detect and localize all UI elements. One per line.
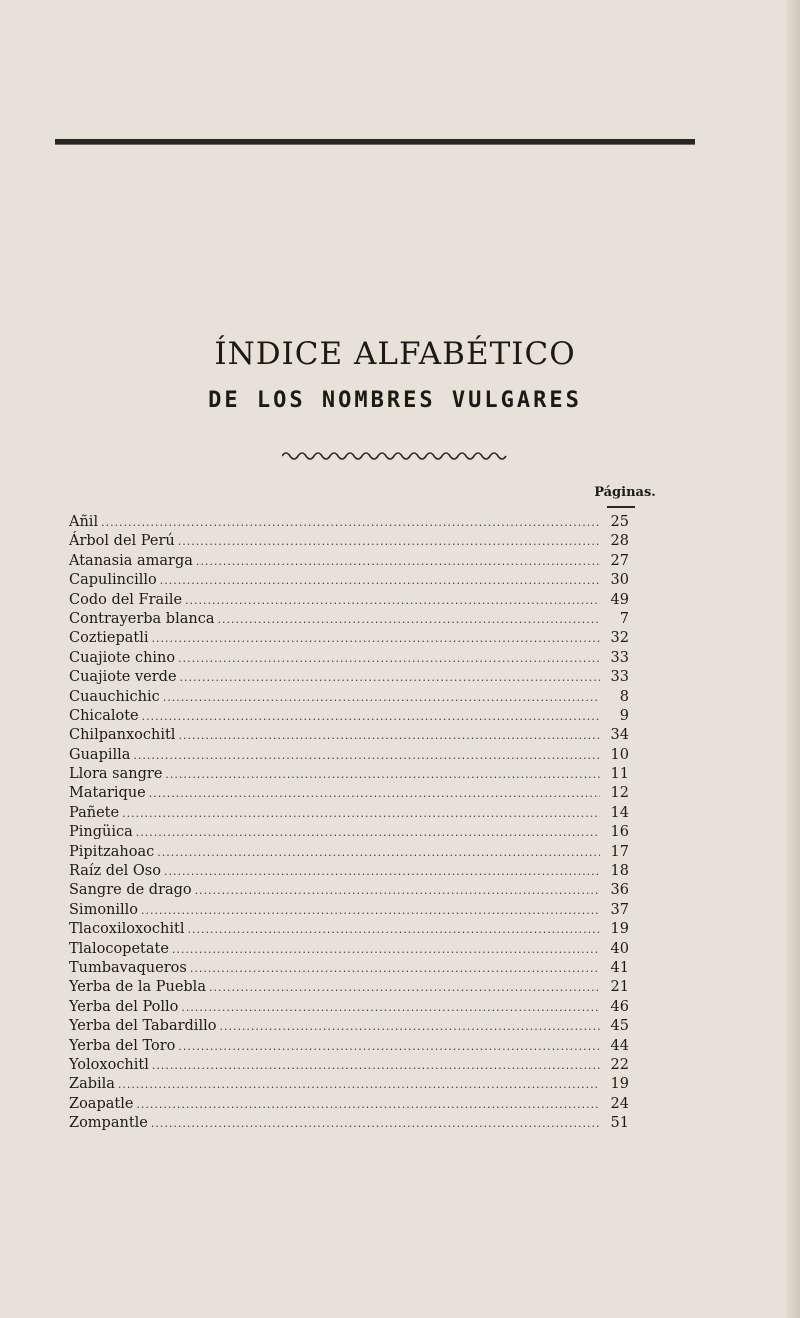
entry-page-number: 9 bbox=[619, 707, 629, 724]
dot-leader bbox=[178, 649, 600, 668]
entry-name: Raíz del Oso bbox=[69, 863, 161, 880]
entry-page-number: 28 bbox=[610, 533, 629, 550]
entry-name: Simonillo bbox=[69, 901, 139, 918]
entry-name: Yerba del Toro bbox=[69, 1037, 176, 1054]
entry-name: Codo del Fraile bbox=[69, 591, 183, 608]
dot-leader bbox=[217, 610, 600, 629]
dot-leader bbox=[163, 688, 600, 707]
entry-page-number: 34 bbox=[610, 727, 629, 744]
dot-leader bbox=[149, 784, 600, 803]
entry-page-number: 24 bbox=[610, 1095, 629, 1112]
entry-name: Pañete bbox=[69, 804, 120, 821]
dot-leader bbox=[151, 1114, 600, 1133]
dot-leader bbox=[178, 726, 600, 745]
entry-page-number: 12 bbox=[610, 785, 629, 802]
index-entry bbox=[69, 920, 629, 939]
index-entry bbox=[69, 1017, 629, 1036]
index-entry bbox=[69, 862, 629, 881]
dot-leader bbox=[136, 823, 600, 842]
index-entry bbox=[69, 823, 629, 842]
entry-name: Contrayerba blanca bbox=[69, 610, 215, 627]
entry-page-number: 44 bbox=[610, 1037, 629, 1054]
index-entry bbox=[69, 746, 629, 765]
index-entry bbox=[69, 571, 629, 590]
entry-name: Yoloxochitl bbox=[69, 1056, 149, 1073]
index-entry bbox=[69, 998, 629, 1017]
entry-page-number: 33 bbox=[610, 649, 629, 666]
index-entry bbox=[69, 591, 629, 610]
entry-page-number: 33 bbox=[610, 669, 629, 686]
entry-name: Pingüica bbox=[69, 824, 133, 841]
index-entry bbox=[69, 668, 629, 687]
entry-name: Árbol del Perú bbox=[69, 533, 175, 550]
entry-page-number: 8 bbox=[619, 688, 629, 705]
page-title: ÍNDICE ALFABÉTICO bbox=[214, 336, 576, 372]
entry-page-number: 11 bbox=[610, 766, 629, 783]
dot-leader bbox=[152, 1056, 600, 1075]
dot-leader bbox=[190, 959, 600, 978]
entry-page-number: 14 bbox=[610, 804, 629, 821]
dot-leader bbox=[219, 1017, 600, 1036]
index-entry bbox=[69, 784, 629, 803]
entry-page-number: 41 bbox=[610, 959, 629, 976]
entry-page-number: 16 bbox=[610, 824, 629, 841]
entry-name: Llora sangre bbox=[69, 766, 163, 783]
index-entry bbox=[69, 1056, 629, 1075]
dot-leader bbox=[178, 532, 600, 551]
wavy-ornament bbox=[282, 448, 508, 460]
dot-leader bbox=[209, 978, 600, 997]
dot-leader bbox=[101, 513, 600, 532]
entry-name: Zoapatle bbox=[69, 1095, 134, 1112]
dot-leader bbox=[185, 591, 600, 610]
dot-leader bbox=[196, 552, 600, 571]
entry-page-number: 10 bbox=[610, 746, 629, 763]
index-entry bbox=[69, 978, 629, 997]
entry-page-number: 37 bbox=[610, 901, 629, 918]
index-entry bbox=[69, 513, 629, 532]
dot-leader bbox=[157, 843, 600, 862]
entry-page-number: 49 bbox=[610, 591, 629, 608]
entry-name: Sangre de drago bbox=[69, 882, 192, 899]
index-entry bbox=[69, 765, 629, 784]
entry-name: Tumbavaqueros bbox=[69, 959, 187, 976]
entry-name: Tlalocopetate bbox=[69, 940, 169, 957]
entry-name: Chicalote bbox=[69, 707, 139, 724]
index-entry bbox=[69, 532, 629, 551]
entry-name: Zabila bbox=[69, 1076, 115, 1093]
entry-page-number: 45 bbox=[610, 1018, 629, 1035]
dot-leader bbox=[172, 940, 600, 959]
index-entry bbox=[69, 726, 629, 745]
dot-leader bbox=[180, 668, 600, 687]
index-entry bbox=[69, 629, 629, 648]
entry-name: Matarique bbox=[69, 785, 146, 802]
page-edge bbox=[786, 0, 800, 1318]
dot-leader bbox=[178, 1037, 600, 1056]
entry-name: Cuajiote verde bbox=[69, 669, 177, 686]
entry-name: Yerba del Tabardillo bbox=[69, 1018, 217, 1035]
dot-leader bbox=[142, 707, 600, 726]
index-entry bbox=[69, 1114, 629, 1133]
entry-name: Yerba del Pollo bbox=[69, 998, 179, 1015]
entry-name: Cuauchichic bbox=[69, 688, 160, 705]
index-entry bbox=[69, 804, 629, 823]
entry-name: Yerba de la Puebla bbox=[69, 979, 206, 996]
index-entry bbox=[69, 881, 629, 900]
index-entry bbox=[69, 1075, 629, 1094]
entry-page-number: 27 bbox=[610, 552, 629, 569]
entry-name: Guapilla bbox=[69, 746, 131, 763]
dot-leader bbox=[118, 1075, 600, 1094]
entry-name: Tlacoxiloxochitl bbox=[69, 921, 185, 938]
dot-leader bbox=[152, 629, 600, 648]
index-entry bbox=[69, 843, 629, 862]
entry-name: Zompantle bbox=[69, 1115, 148, 1132]
entry-name: Añil bbox=[69, 514, 99, 530]
index-entry bbox=[69, 959, 629, 978]
entry-page-number: 30 bbox=[610, 572, 629, 589]
page-subtitle: DE LOS NOMBRES VULGARES bbox=[208, 388, 582, 413]
entry-page-number: 17 bbox=[610, 843, 629, 860]
entry-page-number: 36 bbox=[610, 882, 629, 899]
dot-leader bbox=[164, 862, 600, 881]
index-entry bbox=[69, 707, 629, 726]
dot-leader bbox=[141, 901, 600, 920]
entry-name: Pipitzahoac bbox=[69, 843, 155, 860]
entry-page-number: 40 bbox=[610, 940, 629, 957]
top-rule bbox=[55, 139, 695, 145]
index-list bbox=[69, 513, 629, 1134]
dot-leader bbox=[136, 1095, 600, 1114]
entry-name: Capulincillo bbox=[69, 572, 157, 589]
dot-leader bbox=[133, 746, 600, 765]
entry-page-number: 22 bbox=[610, 1056, 629, 1073]
index-entry bbox=[69, 688, 629, 707]
entry-name: Chilpanxochitl bbox=[69, 727, 176, 744]
entry-name: Cuajiote chino bbox=[69, 649, 176, 666]
entry-page-number: 21 bbox=[610, 979, 629, 996]
entry-page-number: 19 bbox=[610, 1076, 629, 1093]
index-entry bbox=[69, 552, 629, 571]
dot-leader bbox=[165, 765, 600, 784]
entry-page-number: 18 bbox=[610, 863, 629, 880]
dot-leader bbox=[181, 998, 600, 1017]
entry-page-number: 46 bbox=[610, 998, 629, 1015]
entry-page-number: 25 bbox=[610, 514, 629, 530]
index-entry bbox=[69, 901, 629, 920]
entry-name: Coztiepatli bbox=[69, 630, 149, 647]
dot-leader bbox=[160, 571, 600, 590]
index-entry bbox=[69, 1095, 629, 1114]
index-entry bbox=[69, 649, 629, 668]
entry-name: Atanasia amarga bbox=[69, 552, 193, 569]
index-entry bbox=[69, 940, 629, 959]
index-entry bbox=[69, 610, 629, 629]
pages-column-rule bbox=[607, 506, 635, 508]
dot-leader bbox=[187, 920, 600, 939]
dot-leader bbox=[122, 804, 600, 823]
entry-page-number: 51 bbox=[610, 1115, 629, 1132]
entry-page-number: 19 bbox=[610, 921, 629, 938]
index-entry bbox=[69, 1037, 629, 1056]
pages-column-header: Páginas. bbox=[594, 485, 656, 500]
dot-leader bbox=[195, 881, 600, 900]
entry-page-number: 32 bbox=[610, 630, 629, 647]
entry-page-number: 7 bbox=[619, 610, 629, 627]
